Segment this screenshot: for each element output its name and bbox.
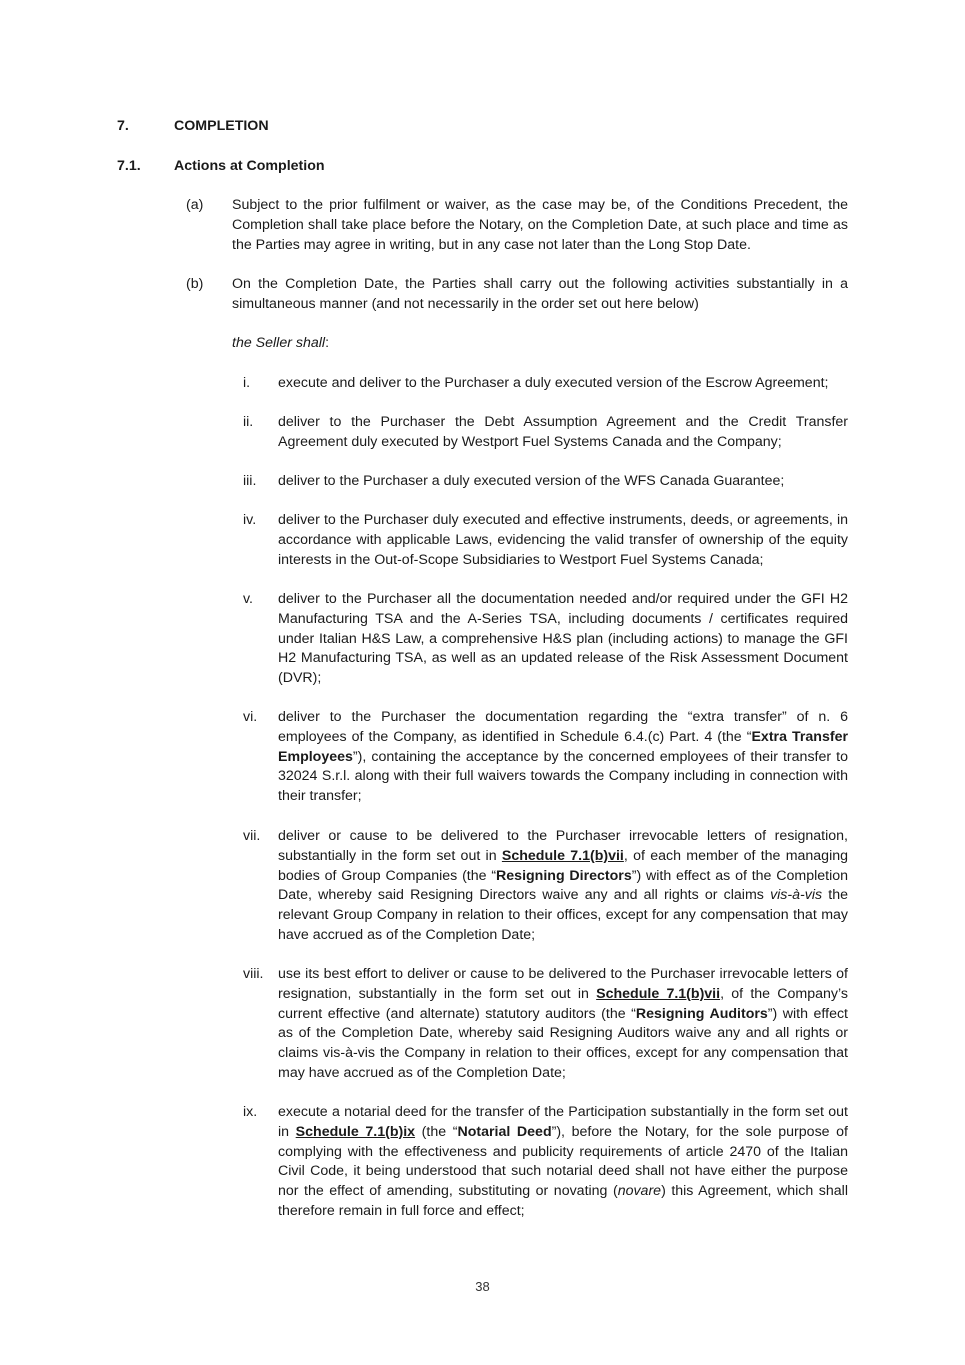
item-ix-text-part: (the “	[415, 1123, 458, 1140]
item-v-label: v.	[243, 591, 253, 607]
para-a-text: Subject to the prior fulfilment or waiver, as the case may be, of the Conditions Precedent, the Completion shall take place before the Notary, on the Completion Date, at such place and time as the Parties may agree in writing, but in any case not later than the Long Stop Date.	[232, 197, 848, 253]
item-viii-text	[278, 965, 848, 1084]
item-viii-text-part: ”) with effect as of the Completion Date, whereby said Resigning Auditors waive any and all rights or claims vis-à-vis the Company in relation to their offices, except for any compensation that may have accrued as of the Completion Date;	[278, 1005, 848, 1081]
item-ix-label: ix.	[243, 1104, 258, 1120]
item-vi-text-part: ”), containing the acceptance by the concerned employees of their transfer to 32024 S.r.l. along with their full waivers towards the Company including in connection with their transfer;	[278, 748, 848, 805]
item-ix-text-part: ) this Agreement, which shall therefore remain in full force and effect;	[278, 1183, 848, 1219]
item-viii-text-part: use its best effort to deliver or cause to be delivered to the Purchaser irrevocable letters of resignation, substantially in the form set out in	[278, 966, 848, 1002]
schedule-reference: Schedule 7.1(b)ix	[295, 1123, 416, 1140]
item-ii-text: deliver to the Purchaser the Debt Assumption Agreement and the Credit Transfer Agreement duly executed by Westport Fuel Systems Canada and the Company;	[278, 414, 848, 450]
item-vii-text-part: the relevant Group Company in relation to their offices, except for any compensation that may have accrued as of the Completion Date;	[278, 887, 848, 943]
item-iv-label: iv.	[243, 512, 257, 528]
item-viii-text-part: , of the Company’s current effective (and alternate) statutory auditors (the “	[278, 985, 848, 1022]
schedule-reference: Schedule 7.1(b)vii	[596, 985, 721, 1002]
defined-term-resigning-auditors: Resigning Auditors	[635, 1005, 768, 1022]
item-vii-italic: vis-à-vis	[770, 887, 823, 904]
section-title: COMPLETION	[174, 118, 269, 134]
item-iii-label: iii.	[243, 473, 257, 489]
schedule-reference: Schedule 7.1(b)vii	[501, 847, 624, 864]
defined-term-extra-transfer-employees: Extra Transfer Employees	[278, 728, 848, 765]
seller-intro-suffix: :	[325, 335, 330, 351]
item-iv-text: deliver to the Purchaser duly executed and effective instruments, deeds, or agreements, in accordance with applicable Laws, evidencing the valid transfer of ownership of the equity interests in the Out-of-Scope Subsidiaries to Westport Fuel Systems Canada;	[278, 512, 848, 568]
item-ix-text-part: ”), before the Notary, for the sole purpose of complying with the effectiveness and publicity requirements of article 2470 of the Italian Civil Code, it being understood that such notarial deed shall not have either the purpose nor the effect of amending, substituting or novating (	[278, 1123, 849, 1200]
item-i-label: i.	[243, 375, 251, 391]
subsection-number: 7.1.	[117, 158, 141, 174]
item-vi-text	[278, 708, 848, 807]
item-ii-label: ii.	[243, 414, 254, 430]
item-vi-label: vi.	[243, 709, 258, 725]
item-vii-text-part: deliver or cause to be delivered to the Purchaser irrevocable letters of resignation, substantially in the form set out in	[278, 828, 848, 864]
seller-intro	[232, 334, 848, 354]
defined-term-notarial-deed: Notarial Deed	[457, 1123, 552, 1140]
para-b-label: (b)	[186, 276, 204, 292]
item-vii-text-part: ”) with effect as of the Completion Date, whereby said Resigning Directors waive any and all rights or claims	[278, 867, 849, 904]
item-ix-italic: novare	[617, 1183, 662, 1200]
para-b-text: On the Completion Date, the Parties shall carry out the following activities substantially in a simultaneous manner (and not necessarily in the order set out here below)	[232, 276, 848, 312]
defined-term-resigning-directors: Resigning Directors	[496, 867, 632, 884]
item-viii-label: viii.	[243, 966, 264, 982]
subsection-title: Actions at Completion	[174, 158, 325, 174]
page-number: 38	[475, 1279, 490, 1294]
seller-intro-italic: the Seller shall	[232, 335, 326, 351]
section-number: 7.	[117, 118, 129, 134]
item-vi-text-part: deliver to the Purchaser the documentation regarding the “extra transfer” of n. 6 employees of the Company, as identified in Schedule 6.4.(c) Part. 4 (the “	[278, 709, 848, 745]
item-vii-label: vii.	[243, 828, 261, 844]
item-ix-text-part: execute a notarial deed for the transfer of the Participation substantially in the form set out in	[278, 1104, 848, 1140]
item-vii-text	[278, 827, 848, 946]
item-iii-text: deliver to the Purchaser a duly executed version of the WFS Canada Guarantee;	[278, 473, 785, 489]
para-a-label: (a)	[186, 197, 204, 213]
item-i-text: execute and deliver to the Purchaser a duly executed version of the Escrow Agreement;	[278, 375, 829, 391]
item-ix-text	[278, 1103, 848, 1222]
item-vii-text-part: , of each member of the managing bodies of Group Companies (the “	[278, 847, 849, 884]
item-v-text: deliver to the Purchaser all the documentation needed and/or required under the GFI H2 Manufacturing TSA and the A-Series TSA, including documents / certificates required under Italian H&S Law, a comprehensive H&S plan (including actions) to manage the GFI H2 Manufacturing TSA, as well as an updated release of the Risk Assessment Document (DVR);	[278, 591, 848, 687]
